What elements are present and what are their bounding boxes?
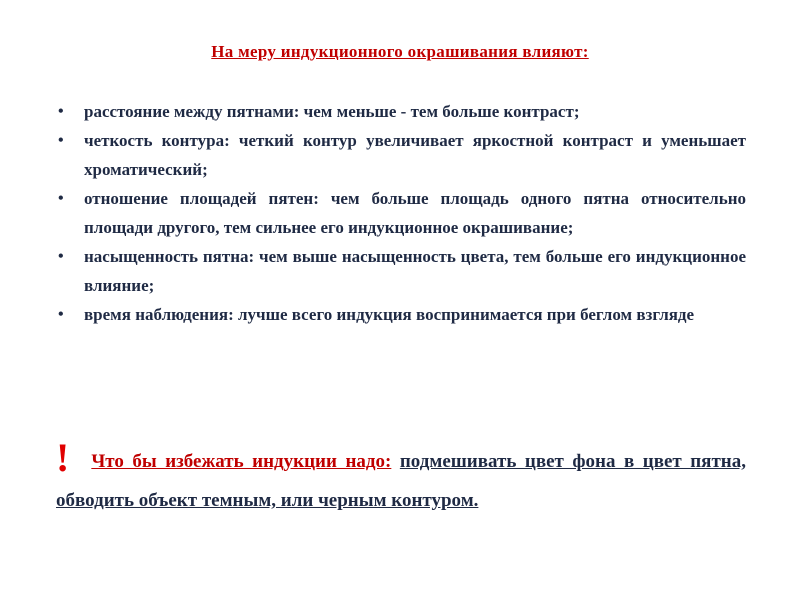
list-item <box>56 184 746 242</box>
bullet-dot-icon: • <box>58 190 64 207</box>
bullet-dot-icon: • <box>58 103 64 120</box>
bullet-dot-icon: • <box>58 248 64 265</box>
list-item <box>56 126 746 184</box>
list-item <box>56 97 746 126</box>
list-item <box>56 300 746 329</box>
list-item-text: насыщенность пятна: чем выше насыщенность цвета, тем больше его индукционное влияние; <box>84 247 746 295</box>
page-title: На меру индукционного окрашивания влияют: <box>211 42 589 61</box>
bullet-dot-icon: • <box>58 132 64 149</box>
list-item <box>56 242 746 300</box>
bullet-dot-icon: • <box>58 306 64 323</box>
exclamation-icon: ! <box>56 435 70 480</box>
conclusion-note <box>56 435 746 520</box>
list-item-text: расстояние между пятнами: чем меньше - тем больше контраст; <box>84 102 580 121</box>
note-lead: Что бы избежать индукции надо: <box>91 451 392 472</box>
list-item-text: четкость контура: четкий контур увеличивает яркостной контраст и уменьшает хроматический; <box>84 131 746 179</box>
list-item-text: отношение площадей пятен: чем больше площадь одного пятна относительно площади другого, тем сильнее его индукционное окрашивание; <box>84 189 746 237</box>
bullet-list <box>56 97 746 329</box>
list-item-text: время наблюдения: лучше всего индукция воспринимается при беглом взгляде <box>84 305 695 324</box>
note-text: подмешивать цвет фона в цвет пятна, обводить объект темным, или черным контуром. <box>56 451 746 511</box>
